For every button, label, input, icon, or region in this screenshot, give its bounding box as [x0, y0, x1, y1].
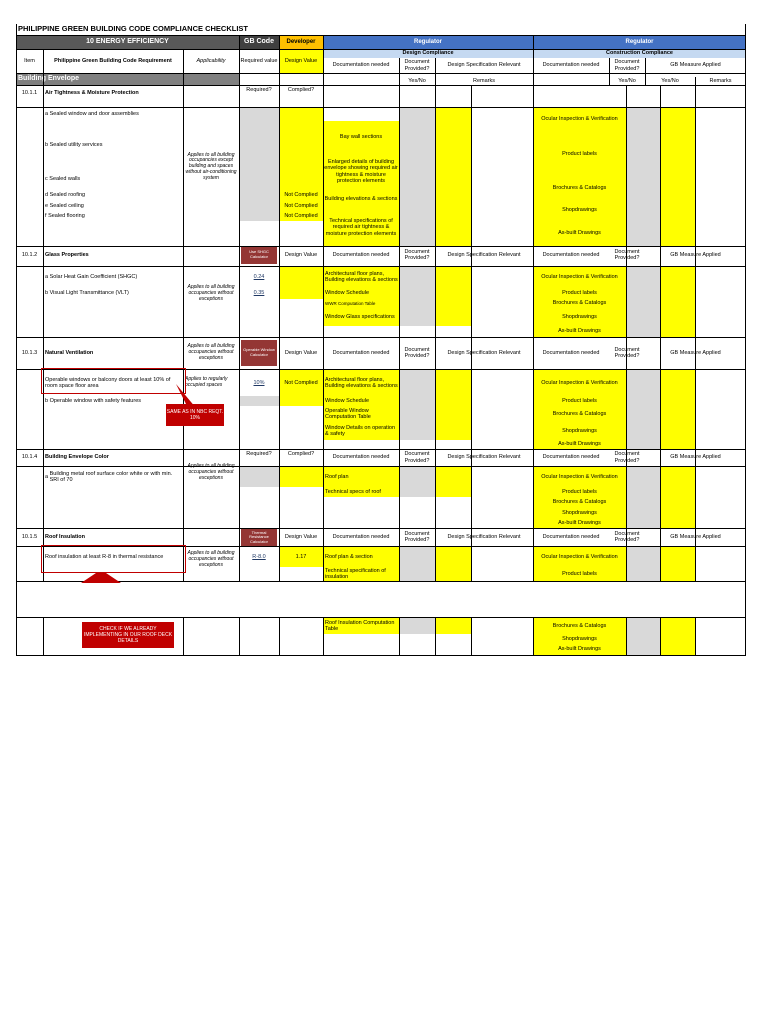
- doc-needed-label: Documentation needed: [542, 251, 600, 258]
- cdoc-cell: Brochures & Catalogs: [533, 406, 626, 422]
- hdr-remarks: Remarks: [472, 77, 495, 84]
- gb-measure-label: GB Measure Applied: [670, 251, 721, 258]
- doc-provided-label: Document Provided?: [404, 530, 430, 543]
- req-letter: f: [45, 212, 47, 219]
- cdoc-cell: Brochures & Catalogs: [533, 177, 626, 199]
- req-letter: e: [45, 202, 49, 209]
- cdoc-cell: Brochures & Catalogs: [533, 299, 626, 308]
- yellow-cell: [660, 370, 695, 449]
- grid-line: [16, 337, 746, 338]
- yellow-cell: [435, 370, 471, 440]
- item-title: Glass Properties: [45, 251, 89, 258]
- value-text: 0.24: [253, 273, 265, 280]
- annotation-box: [41, 368, 186, 394]
- design-compliance-header: Design Compliance: [323, 49, 533, 58]
- callout-arrow: [76, 573, 136, 585]
- design-spec-label: Design Specification Relevant: [447, 251, 521, 258]
- design-value-r8: [279, 547, 323, 567]
- req-text: Solar Heat Gain Coefficient (SHGC): [49, 273, 138, 280]
- doc-needed-label: Documentation needed: [542, 454, 600, 461]
- grey-cell: [399, 107, 435, 246]
- gb-code-header: GB Code: [239, 36, 279, 49]
- grey-cell: [239, 189, 279, 221]
- grid-line: [16, 266, 746, 267]
- req-letter: b: [45, 141, 49, 148]
- doc-provided-label: Document Provided?: [404, 451, 430, 464]
- req-text: Operable windows or balcony doors at least 10% of room space floor area: [45, 376, 171, 389]
- applicability-text: Applies to all building occupancies without exceptions: [187, 343, 235, 361]
- doc-provided-label: Document Provided?: [404, 248, 430, 261]
- page-break-gap: [17, 582, 745, 617]
- grid-line: [16, 49, 746, 50]
- complied-q: Complied?: [287, 87, 315, 94]
- value-text: 10%: [253, 379, 265, 386]
- cdoc-cell: Product labels: [533, 487, 626, 497]
- design-spec-label: Design Specification Relevant: [447, 349, 521, 356]
- cdoc-cell: Brochures & Catalogs: [533, 618, 626, 634]
- value-text: 1.17: [295, 553, 307, 560]
- annotation-box: [41, 545, 186, 573]
- grid-line: [645, 58, 646, 85]
- req-text: Roof insulation at least R-8 in thermal resistance: [45, 553, 164, 560]
- doc-cell: Roof plan: [323, 467, 399, 487]
- cdoc-cell: Product labels: [533, 396, 626, 406]
- grid-line: [16, 655, 746, 656]
- req-a: [43, 467, 183, 487]
- doc-cell: Window Details on operation & safety: [323, 422, 399, 440]
- cdoc-cell: As-built Drawings: [533, 440, 626, 449]
- yellow-cell: [660, 547, 695, 581]
- compliance-checklist-sheet: [16, 24, 746, 656]
- req-text: Sealed ceiling: [49, 202, 84, 209]
- grid-line: [16, 107, 746, 108]
- hdr-doc-provided-2: Document Provided?: [614, 59, 640, 72]
- grey-cell: [626, 618, 660, 655]
- cdoc-cell: Shopdrawings: [533, 199, 626, 221]
- req-b: [43, 396, 183, 406]
- grey-cell: [626, 267, 660, 337]
- cdoc-cell: Shopdrawings: [533, 422, 626, 440]
- doc-provided-label: Document Provided?: [614, 346, 640, 359]
- item-number: 10.1.5: [21, 533, 38, 540]
- design-value-label: Design Value: [284, 251, 318, 258]
- gb-measure-label: GB Measure Applied: [670, 533, 721, 540]
- calculator-badge[interactable]: Use SHGC Calculator: [241, 246, 277, 264]
- cdoc-cell: Ocular Inspection & Verification: [533, 107, 626, 132]
- doc-cell: Operable Window Computation Table: [323, 406, 399, 422]
- grid-line: [16, 85, 746, 86]
- cdoc-cell: As-built Drawings: [533, 221, 626, 246]
- req-text: Sealed flooring: [48, 212, 85, 219]
- grey-cell: [626, 467, 660, 528]
- grid-line: [609, 58, 610, 85]
- grid-line: [745, 24, 746, 656]
- required-value-vlt: [239, 287, 279, 299]
- req-a: [43, 267, 183, 287]
- grey-cell: [626, 547, 660, 581]
- not-complied: Not Complied: [279, 370, 323, 396]
- yellow-cell: [435, 107, 471, 246]
- hdr-remarks-2: Remarks: [709, 77, 732, 84]
- doc-cell: Architectural floor plans, Building elevations & sections: [323, 267, 399, 287]
- doc-cell: Window Schedule: [323, 287, 399, 299]
- req-text: Sealed walls: [49, 175, 81, 182]
- design-value-label: Design Value: [284, 533, 318, 540]
- yellow-cell: [279, 267, 323, 299]
- grey-cell: [239, 467, 279, 487]
- grey-cell: [399, 618, 435, 634]
- doc-provided-label: Document Provided?: [614, 451, 640, 464]
- cdoc-cell: Shopdrawings: [533, 634, 626, 644]
- callout-nbc: SAME AS IN NBC REQT. 10%: [166, 404, 224, 426]
- req-text: Sealed window and door assemblies: [49, 110, 139, 117]
- yellow-cell: [279, 396, 323, 406]
- applicability-text: Applies to all building occupancies except building and spaces without air-conditioning system: [185, 151, 237, 181]
- req-a: [43, 107, 183, 121]
- hdr-doc-provided: Document Provided?: [404, 59, 430, 72]
- applicability-text: Applies to all building occupancies without exceptions: [187, 284, 235, 302]
- yellow-cell: [660, 267, 695, 337]
- doc-needed-label: Documentation needed: [542, 533, 600, 540]
- grid-line: [16, 466, 746, 467]
- grey-cell: [626, 107, 660, 246]
- gb-measure-label: GB Measure Applied: [670, 349, 721, 356]
- cdoc-cell: Shopdrawings: [533, 508, 626, 518]
- grid-line: [16, 617, 746, 618]
- gb-measure-label: GB Measure Applied: [670, 454, 721, 461]
- hdr-gb-measure: GB Measure Applied: [670, 62, 721, 69]
- grid-line: [660, 86, 661, 656]
- complied-q: Complied?: [287, 450, 315, 457]
- developer-header: Developer: [279, 36, 323, 49]
- value-text: 0.35: [253, 289, 265, 296]
- req-c: [43, 169, 183, 189]
- doc-cell: Building elevations & sections: [323, 189, 399, 209]
- required-q: Required?: [246, 450, 272, 457]
- yellow-cell: [279, 467, 323, 487]
- cdoc-cell: As-built Drawings: [533, 326, 626, 337]
- cdoc-cell: Brochures & Catalogs: [533, 497, 626, 508]
- hdr-applicability: Applicability: [196, 57, 226, 64]
- item-title: Air Tightness & Moisture Protection: [45, 89, 139, 96]
- grid-line: [695, 77, 696, 656]
- grey-cell: [626, 370, 660, 449]
- hdr-design-value: Design Value: [279, 49, 323, 73]
- item-title: Natural Ventilation: [45, 349, 94, 356]
- item-title: Building Envelope Color: [45, 454, 109, 461]
- req-letter: a: [45, 110, 49, 117]
- req-text: Sealed utility services: [49, 141, 103, 148]
- cdoc-cell: Ocular Inspection & Verification: [533, 267, 626, 287]
- doc-cell: Window Schedule: [323, 396, 399, 406]
- req-d: [43, 189, 183, 201]
- yellow-cell: [435, 467, 471, 497]
- required-value-shgc: [239, 267, 279, 287]
- grid-line: [16, 246, 746, 247]
- sheet-title: PHILIPPINE GREEN BUILDING CODE COMPLIANCE CHECKLIST: [16, 24, 746, 36]
- hdr-doc-needed: Documentation needed: [332, 62, 390, 69]
- callout-roof-deck: CHECK IF WE ALREADY IMPLEMENTING IN OUR ROOF DECK DETAILS: [82, 622, 174, 648]
- doc-cell: Roof Insulation Computation Table: [323, 618, 399, 634]
- req-letter: b: [45, 397, 49, 404]
- grey-cell: [399, 467, 435, 497]
- cdoc-cell: Ocular Inspection & Verification: [533, 547, 626, 567]
- hdr-yesno-2: Yes/No: [618, 77, 636, 84]
- hdr-doc-needed-2: Documentation needed: [542, 62, 600, 69]
- doc-cell: Enlarged details of building envelope showing required air tightness & moisture protection elements: [323, 154, 399, 189]
- cdoc-cell: Product labels: [533, 567, 626, 581]
- req-letter: a: [45, 273, 49, 280]
- doc-cell: Technical specifications of required air tightness & moisture protection elements: [323, 209, 399, 246]
- design-value-label: Design Value: [284, 349, 318, 356]
- req-b: [43, 121, 183, 169]
- doc-needed-label: Documentation needed: [332, 251, 390, 258]
- req-b: [43, 287, 183, 299]
- grey-cell: [399, 547, 435, 581]
- not-complied-f: Not Complied: [279, 211, 323, 221]
- hdr-required-value: Required value: [240, 57, 278, 64]
- doc-cell: Architectural floor plans, Building elevations & sections: [323, 370, 399, 396]
- yellow-cell: [660, 618, 695, 655]
- hdr-yesno-3: Yes/No: [661, 77, 679, 84]
- grid-line: [533, 36, 534, 656]
- req-letter: b: [45, 289, 49, 296]
- design-spec-label: Design Specification Relevant: [447, 533, 521, 540]
- grey-cell: [239, 107, 279, 189]
- design-spec-label: Design Specification Relevant: [447, 454, 521, 461]
- value-text: R-8.0: [252, 553, 266, 560]
- req-f: [43, 211, 183, 221]
- calculator-badge[interactable]: Operable Window Calculator: [241, 340, 277, 366]
- grey-cell: [399, 370, 435, 440]
- hdr-yesno: Yes/No: [408, 77, 426, 84]
- grid-line: [279, 36, 280, 656]
- doc-needed-label: Documentation needed: [332, 454, 390, 461]
- grid-line: [471, 86, 472, 656]
- doc-needed-label: Documentation needed: [332, 349, 390, 356]
- hdr-requirement: Philippine Green Building Code Requirement: [54, 57, 172, 64]
- calculator-badge[interactable]: Thermal Resistance Calculator: [241, 529, 277, 546]
- doc-needed-label: Documentation needed: [332, 533, 390, 540]
- item-number: 10.1.1: [21, 89, 38, 96]
- applicability-text: Applies to all building occupancies without exceptions: [187, 463, 235, 481]
- cdoc-cell: Product labels: [533, 132, 626, 177]
- yellow-cell: [435, 547, 471, 581]
- not-complied-e: Not Complied: [279, 201, 323, 211]
- doc-cell: Technical specs of roof: [323, 487, 399, 497]
- grid-line: [626, 86, 627, 656]
- regulator-header-design: Regulator: [323, 36, 533, 49]
- cdoc-cell: As-built Drawings: [533, 644, 626, 655]
- req-letter: a: [45, 473, 49, 480]
- doc-cell: Technical specification of insulation: [323, 567, 399, 581]
- required-value-r8: [239, 547, 279, 567]
- item-number: 10.1.4: [21, 454, 38, 461]
- grey-cell: [239, 396, 279, 406]
- applicability-text: Applies to all building occupancies without exceptions: [187, 550, 235, 568]
- building-envelope-header: Building Envelope: [16, 73, 239, 85]
- doc-cell: Window Glass specifications: [323, 308, 399, 326]
- grid-line: [323, 36, 324, 656]
- yellow-cell: [660, 107, 695, 246]
- cdoc-cell: Product labels: [533, 287, 626, 299]
- req-letter: d: [45, 191, 49, 198]
- doc-cell: Roof plan & section: [323, 547, 399, 567]
- hdr-design-spec: Design Specification Relevant: [447, 62, 521, 69]
- yellow-cell: [435, 267, 471, 326]
- required-value-10pct: [239, 370, 279, 396]
- not-complied-d: Not Complied: [279, 189, 323, 201]
- construction-compliance-header: Construction Compliance: [533, 49, 746, 58]
- regulator-header-construction: Regulator: [533, 36, 746, 49]
- cdoc-cell: Ocular Inspection & Verification: [533, 467, 626, 487]
- req-e: [43, 201, 183, 211]
- doc-provided-label: Document Provided?: [614, 248, 640, 261]
- yellow-cell: [279, 107, 323, 189]
- grid-line: [16, 73, 746, 74]
- item-number: 10.1.3: [21, 349, 38, 356]
- item-title: Roof Insulation: [45, 533, 86, 540]
- yellow-cell: [435, 618, 471, 634]
- grid-line: [16, 449, 746, 450]
- required-q: Required?: [246, 87, 272, 94]
- doc-provided-label: Document Provided?: [614, 530, 640, 543]
- cdoc-cell: Shopdrawings: [533, 308, 626, 326]
- grid-line: [239, 36, 240, 656]
- doc-cell: WWR Computation Table: [323, 299, 399, 308]
- hdr-item: Item: [24, 57, 35, 64]
- yellow-cell: [660, 467, 695, 528]
- cdoc-cell: Ocular Inspection & Verification: [533, 370, 626, 396]
- grid-line: [16, 24, 17, 656]
- item-number: 10.1.2: [21, 251, 38, 258]
- doc-cell: Bay wall sections: [323, 121, 399, 154]
- doc-provided-label: Document Provided?: [404, 346, 430, 359]
- applicability-text: Applies to regularly occupied spaces: [185, 376, 228, 388]
- grid-line: [435, 58, 436, 656]
- req-text: Building metal roof surface color white or with min. SRI of 70: [49, 470, 173, 483]
- doc-needed-label: Documentation needed: [542, 349, 600, 356]
- req-text: Operable window with safety features: [49, 397, 142, 404]
- cdoc-cell: As-built Drawings: [533, 518, 626, 528]
- grid-line: [399, 58, 400, 656]
- req-text: Sealed roofing: [49, 191, 86, 198]
- grid-line: [16, 528, 746, 529]
- req-letter: c: [45, 175, 48, 182]
- req-text: Visual Light Transmittance (VLT): [49, 289, 129, 296]
- grey-cell: [399, 267, 435, 326]
- section-header: 10 ENERGY EFFICIENCY: [16, 36, 239, 49]
